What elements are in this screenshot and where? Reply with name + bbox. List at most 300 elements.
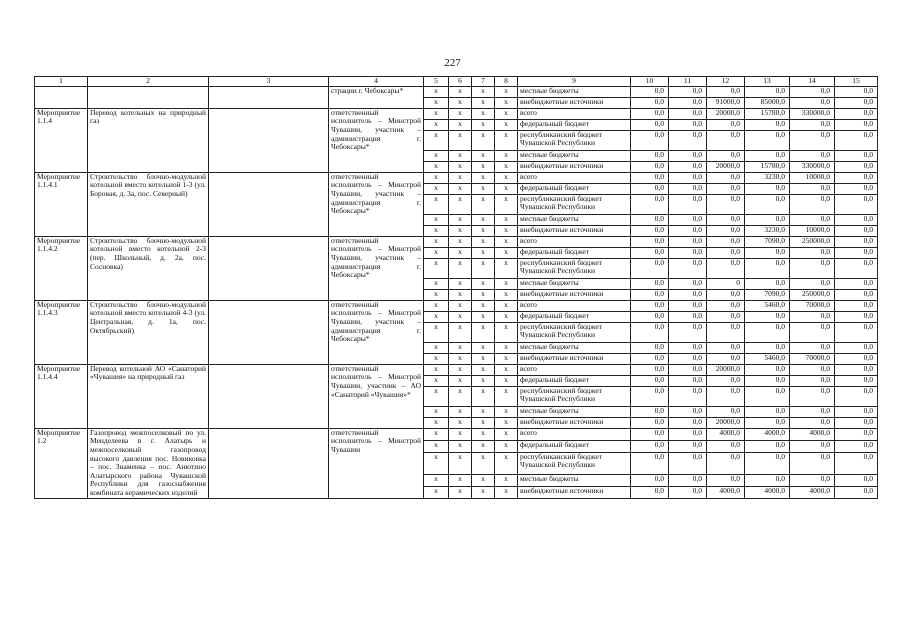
value-cell: 0,0 xyxy=(631,225,669,236)
value-cell: 0,0 xyxy=(631,236,669,247)
value-cell: 0,0 xyxy=(669,214,707,225)
x-mark: x xyxy=(424,258,449,278)
value-cell: 0,0 xyxy=(631,474,669,486)
value-cell: 0,0 xyxy=(669,108,707,119)
x-mark: x xyxy=(495,225,518,236)
page-number: 227 xyxy=(444,57,461,69)
value-cell: 0,0 xyxy=(707,300,745,311)
x-mark: x xyxy=(449,172,472,183)
value-cell: 0,0 xyxy=(631,311,669,322)
header-cell: 11 xyxy=(669,77,707,87)
source-cell: федеральный бюджет xyxy=(518,440,631,452)
value-cell: 0,0 xyxy=(669,278,707,289)
table-row xyxy=(35,172,878,183)
x-mark: x xyxy=(449,225,472,236)
x-mark: x xyxy=(449,289,472,300)
header-cell: 10 xyxy=(631,77,669,87)
value-cell: 0,0 xyxy=(745,406,790,417)
value-cell: 0,0 xyxy=(631,428,669,440)
value-cell: 0,0 xyxy=(745,417,790,428)
value-cell: 0,0 xyxy=(669,452,707,474)
header-cell: 1 xyxy=(35,77,88,87)
value-cell: 0,0 xyxy=(790,375,835,386)
value-cell: 10000,0 xyxy=(790,172,835,183)
executor-cell: страции г. Чебоксары* xyxy=(329,86,424,108)
value-cell: 250000,0 xyxy=(790,236,835,247)
table-row xyxy=(35,300,878,311)
value-cell: 0,0 xyxy=(790,258,835,278)
x-mark: x xyxy=(424,428,449,440)
x-mark: x xyxy=(472,406,495,417)
x-mark: x xyxy=(495,353,518,364)
empty-cell xyxy=(209,364,329,428)
value-cell: 0,0 xyxy=(835,278,878,289)
x-mark: x xyxy=(495,119,518,130)
value-cell: 0,0 xyxy=(707,375,745,386)
activity-code: Мероприятие 1.1.4.4 xyxy=(35,364,88,428)
x-mark: x xyxy=(449,258,472,278)
value-cell: 0,0 xyxy=(631,130,669,150)
value-cell: 0,0 xyxy=(707,183,745,194)
source-cell: внебюджетные источники xyxy=(518,417,631,428)
x-mark: x xyxy=(472,161,495,172)
x-mark: x xyxy=(495,289,518,300)
source-cell: федеральный бюджет xyxy=(518,247,631,258)
value-cell: 0,0 xyxy=(707,311,745,322)
header-cell: 12 xyxy=(707,77,745,87)
x-mark: x xyxy=(472,353,495,364)
x-mark: x xyxy=(495,342,518,353)
source-cell: внебюджетные источники xyxy=(518,161,631,172)
value-cell: 0,0 xyxy=(745,364,790,375)
x-mark: x xyxy=(472,172,495,183)
value-cell: 0,0 xyxy=(790,342,835,353)
header-cell: 9 xyxy=(518,77,631,87)
x-mark: x xyxy=(424,474,449,486)
value-cell: 0,0 xyxy=(669,386,707,406)
x-mark: x xyxy=(472,97,495,108)
value-cell: 20000,0 xyxy=(707,364,745,375)
value-cell: 0,0 xyxy=(631,342,669,353)
source-cell: местные бюджеты xyxy=(518,214,631,225)
value-cell: 0,0 xyxy=(745,322,790,342)
value-cell: 15780,0 xyxy=(745,108,790,119)
value-cell: 0,0 xyxy=(835,440,878,452)
value-cell: 0,0 xyxy=(669,486,707,498)
value-cell: 0,0 xyxy=(631,247,669,258)
x-mark: x xyxy=(495,97,518,108)
x-mark: x xyxy=(424,278,449,289)
x-mark: x xyxy=(449,417,472,428)
empty-cell xyxy=(209,86,329,108)
activity-name: Строительство блочно-модульной котельной вместо котельной 1-3 (ул. Боровая, д. 3а, пос. Северный) xyxy=(88,172,209,236)
value-cell: 0,0 xyxy=(835,375,878,386)
value-cell: 0 xyxy=(707,278,745,289)
empty-cell xyxy=(209,428,329,498)
value-cell: 0,0 xyxy=(835,130,878,150)
x-mark: x xyxy=(424,300,449,311)
source-cell: внебюджетные источники xyxy=(518,225,631,236)
activity-name: Строительство блочно-модульной котельной вместо котельной 4-3 (ул. Центральная, д. 1а, пос. Октябрьский) xyxy=(88,300,209,364)
value-cell: 0,0 xyxy=(745,440,790,452)
source-cell: всего xyxy=(518,300,631,311)
value-cell: 0,0 xyxy=(745,342,790,353)
x-mark: x xyxy=(449,386,472,406)
x-mark: x xyxy=(495,194,518,214)
value-cell: 20000,0 xyxy=(707,108,745,119)
value-cell: 0,0 xyxy=(631,386,669,406)
code-cell xyxy=(35,86,88,108)
x-mark: x xyxy=(472,364,495,375)
value-cell: 0,0 xyxy=(790,97,835,108)
value-cell: 0,0 xyxy=(745,150,790,161)
x-mark: x xyxy=(449,183,472,194)
value-cell: 0,0 xyxy=(669,258,707,278)
value-cell: 10000,0 xyxy=(790,225,835,236)
activity-name: Перевод котельных на природный газ xyxy=(88,108,209,172)
x-mark: x xyxy=(424,97,449,108)
value-cell: 7090,0 xyxy=(745,289,790,300)
value-cell: 0,0 xyxy=(669,194,707,214)
value-cell: 0,0 xyxy=(669,119,707,130)
x-mark: x xyxy=(449,486,472,498)
value-cell: 0,0 xyxy=(631,353,669,364)
value-cell: 0,0 xyxy=(835,300,878,311)
value-cell: 0,0 xyxy=(631,150,669,161)
table-row xyxy=(35,236,878,247)
value-cell: 0,0 xyxy=(669,353,707,364)
source-cell: внебюджетные источники xyxy=(518,353,631,364)
value-cell: 0,0 xyxy=(790,119,835,130)
value-cell: 7090,0 xyxy=(745,236,790,247)
value-cell: 0,0 xyxy=(669,342,707,353)
x-mark: x xyxy=(424,322,449,342)
x-mark: x xyxy=(495,172,518,183)
x-mark: x xyxy=(495,428,518,440)
value-cell: 0,0 xyxy=(707,322,745,342)
value-cell: 0,0 xyxy=(790,322,835,342)
source-cell: внебюджетные источники xyxy=(518,97,631,108)
activity-name: Газопровод межпоселковый по ул. Менделеева в г. Алатырь и межпоселковый газопровод высокого давления пос. Новиковка – пос. Знаменка – пос. Анютино Алатырского района Чувашской Республики для газоснабжения комбината керамических изделий xyxy=(88,428,209,498)
x-mark: x xyxy=(424,289,449,300)
value-cell: 0,0 xyxy=(835,428,878,440)
x-mark: x xyxy=(495,406,518,417)
x-mark: x xyxy=(449,322,472,342)
value-cell: 0,0 xyxy=(631,289,669,300)
activity-code: Мероприятие 1.1.4.3 xyxy=(35,300,88,364)
value-cell: 5460,0 xyxy=(745,353,790,364)
x-mark: x xyxy=(449,150,472,161)
x-mark: x xyxy=(495,364,518,375)
value-cell: 0,0 xyxy=(669,130,707,150)
value-cell: 0,0 xyxy=(631,183,669,194)
source-cell: всего xyxy=(518,428,631,440)
x-mark: x xyxy=(472,322,495,342)
value-cell: 0,0 xyxy=(707,172,745,183)
value-cell: 0,0 xyxy=(669,364,707,375)
value-cell: 0,0 xyxy=(631,452,669,474)
value-cell: 0,0 xyxy=(790,150,835,161)
x-mark: x xyxy=(472,428,495,440)
value-cell: 0,0 xyxy=(835,236,878,247)
x-mark: x xyxy=(449,406,472,417)
x-mark: x xyxy=(424,486,449,498)
x-mark: x xyxy=(449,130,472,150)
header-cell: 8 xyxy=(495,77,518,87)
value-cell: 0,0 xyxy=(669,322,707,342)
value-cell: 0,0 xyxy=(631,300,669,311)
value-cell: 0,0 xyxy=(707,150,745,161)
source-cell: республиканский бюджет Чувашской Республики xyxy=(518,130,631,150)
x-mark: x xyxy=(472,300,495,311)
executor-cell: ответственный исполнитель – Минстрой Чувашии xyxy=(329,428,424,498)
value-cell: 0,0 xyxy=(631,375,669,386)
activity-code: Мероприятие 1.1.4 xyxy=(35,108,88,172)
x-mark: x xyxy=(424,247,449,258)
source-cell: всего xyxy=(518,172,631,183)
value-cell: 0,0 xyxy=(835,214,878,225)
value-cell: 0,0 xyxy=(790,86,835,97)
value-cell: 0,0 xyxy=(707,247,745,258)
value-cell: 0,0 xyxy=(745,130,790,150)
source-cell: местные бюджеты xyxy=(518,342,631,353)
header-cell: 4 xyxy=(329,77,424,87)
value-cell: 0,0 xyxy=(669,225,707,236)
executor-cell: ответственный исполнитель – Минстрой Чувашии, участник – администрация г. Чебоксары* xyxy=(329,108,424,172)
source-cell: федеральный бюджет xyxy=(518,183,631,194)
x-mark: x xyxy=(472,247,495,258)
value-cell: 0,0 xyxy=(707,86,745,97)
value-cell: 0,0 xyxy=(835,150,878,161)
x-mark: x xyxy=(424,161,449,172)
x-mark: x xyxy=(472,86,495,97)
source-cell: местные бюджеты xyxy=(518,406,631,417)
x-mark: x xyxy=(449,236,472,247)
value-cell: 0,0 xyxy=(835,161,878,172)
value-cell: 0,0 xyxy=(835,258,878,278)
value-cell: 0,0 xyxy=(631,172,669,183)
source-cell: местные бюджеты xyxy=(518,278,631,289)
header-cell: 15 xyxy=(835,77,878,87)
value-cell: 0,0 xyxy=(790,194,835,214)
value-cell: 4000,0 xyxy=(745,486,790,498)
value-cell: 0,0 xyxy=(707,225,745,236)
source-cell: федеральный бюджет xyxy=(518,375,631,386)
value-cell: 0,0 xyxy=(790,278,835,289)
x-mark: x xyxy=(424,86,449,97)
x-mark: x xyxy=(424,236,449,247)
executor-cell: ответственный исполнитель – Минстрой Чувашии, участник – АО «Санаторий «Чувашия»* xyxy=(329,364,424,428)
value-cell: 0,0 xyxy=(669,311,707,322)
x-mark: x xyxy=(424,194,449,214)
header-cell: 14 xyxy=(790,77,835,87)
x-mark: x xyxy=(424,342,449,353)
x-mark: x xyxy=(495,417,518,428)
value-cell: 0,0 xyxy=(631,97,669,108)
source-cell: местные бюджеты xyxy=(518,150,631,161)
value-cell: 0,0 xyxy=(745,194,790,214)
value-cell: 0,0 xyxy=(790,406,835,417)
x-mark: x xyxy=(424,452,449,474)
value-cell: 0,0 xyxy=(707,342,745,353)
x-mark: x xyxy=(495,474,518,486)
value-cell: 0,0 xyxy=(790,214,835,225)
value-cell: 0,0 xyxy=(745,474,790,486)
value-cell: 0,0 xyxy=(669,236,707,247)
value-cell: 91000,0 xyxy=(707,97,745,108)
value-cell: 0,0 xyxy=(745,183,790,194)
x-mark: x xyxy=(495,150,518,161)
x-mark: x xyxy=(449,353,472,364)
x-mark: x xyxy=(449,119,472,130)
x-mark: x xyxy=(424,440,449,452)
value-cell: 0,0 xyxy=(669,150,707,161)
value-cell: 20000,0 xyxy=(707,417,745,428)
x-mark: x xyxy=(424,375,449,386)
x-mark: x xyxy=(472,440,495,452)
value-cell: 0,0 xyxy=(745,452,790,474)
value-cell: 0,0 xyxy=(669,417,707,428)
x-mark: x xyxy=(472,375,495,386)
value-cell: 0,0 xyxy=(790,440,835,452)
x-mark: x xyxy=(495,486,518,498)
x-mark: x xyxy=(495,452,518,474)
x-mark: x xyxy=(472,194,495,214)
value-cell: 3230,0 xyxy=(745,225,790,236)
value-cell: 0,0 xyxy=(835,406,878,417)
table-row xyxy=(35,364,878,375)
source-cell: внебюджетные источники xyxy=(518,486,631,498)
x-mark: x xyxy=(424,225,449,236)
x-mark: x xyxy=(495,386,518,406)
x-mark: x xyxy=(449,300,472,311)
value-cell: 0,0 xyxy=(835,86,878,97)
x-mark: x xyxy=(472,130,495,150)
value-cell: 0,0 xyxy=(745,311,790,322)
activity-code: Мероприятие 1.2 xyxy=(35,428,88,498)
source-cell: федеральный бюджет xyxy=(518,119,631,130)
header-cell: 5 xyxy=(424,77,449,87)
source-cell: республиканский бюджет Чувашской Республики xyxy=(518,452,631,474)
value-cell: 0,0 xyxy=(669,97,707,108)
source-cell: местные бюджеты xyxy=(518,474,631,486)
x-mark: x xyxy=(472,258,495,278)
value-cell: 0,0 xyxy=(835,225,878,236)
value-cell: 0,0 xyxy=(707,289,745,300)
x-mark: x xyxy=(424,172,449,183)
value-cell: 330000,0 xyxy=(790,161,835,172)
x-mark: x xyxy=(449,194,472,214)
name-cell xyxy=(88,86,209,108)
activity-name: Перевод котельной АО «Санаторий «Чувашия» на природный газ xyxy=(88,364,209,428)
value-cell: 0,0 xyxy=(707,406,745,417)
table-row xyxy=(35,428,878,440)
value-cell: 250000,0 xyxy=(790,289,835,300)
value-cell: 4000,0 xyxy=(707,428,745,440)
x-mark: x xyxy=(472,108,495,119)
value-cell: 0,0 xyxy=(835,247,878,258)
value-cell: 0,0 xyxy=(835,172,878,183)
source-cell: всего xyxy=(518,364,631,375)
value-cell: 0,0 xyxy=(790,130,835,150)
value-cell: 0,0 xyxy=(790,474,835,486)
table-row xyxy=(35,86,878,97)
x-mark: x xyxy=(472,342,495,353)
x-mark: x xyxy=(495,86,518,97)
x-mark: x xyxy=(495,440,518,452)
value-cell: 0,0 xyxy=(835,289,878,300)
value-cell: 0,0 xyxy=(669,289,707,300)
value-cell: 0,0 xyxy=(631,214,669,225)
x-mark: x xyxy=(472,214,495,225)
value-cell: 0,0 xyxy=(669,375,707,386)
budget-table xyxy=(34,76,878,499)
table-row xyxy=(35,108,878,119)
value-cell: 0,0 xyxy=(745,258,790,278)
value-cell: 0,0 xyxy=(707,214,745,225)
x-mark: x xyxy=(472,119,495,130)
value-cell: 0,0 xyxy=(835,97,878,108)
x-mark: x xyxy=(495,322,518,342)
source-cell: республиканский бюджет Чувашской Республики xyxy=(518,258,631,278)
value-cell: 0,0 xyxy=(835,353,878,364)
value-cell: 0,0 xyxy=(790,183,835,194)
executor-cell: ответственный исполнитель – Минстрой Чувашии, участник – администрация г. Чебоксары* xyxy=(329,300,424,364)
source-cell: всего xyxy=(518,236,631,247)
value-cell: 70000,0 xyxy=(790,300,835,311)
x-mark: x xyxy=(449,214,472,225)
x-mark: x xyxy=(424,386,449,406)
value-cell: 0,0 xyxy=(631,119,669,130)
value-cell: 0,0 xyxy=(707,130,745,150)
value-cell: 0,0 xyxy=(669,406,707,417)
value-cell: 0,0 xyxy=(790,311,835,322)
value-cell: 0,0 xyxy=(707,474,745,486)
header-row xyxy=(35,77,878,87)
value-cell: 0,0 xyxy=(631,194,669,214)
x-mark: x xyxy=(449,375,472,386)
x-mark: x xyxy=(495,300,518,311)
x-mark: x xyxy=(424,108,449,119)
value-cell: 0,0 xyxy=(835,486,878,498)
x-mark: x xyxy=(449,247,472,258)
value-cell: 4000,0 xyxy=(745,428,790,440)
x-mark: x xyxy=(472,225,495,236)
value-cell: 70000,0 xyxy=(790,353,835,364)
value-cell: 0,0 xyxy=(745,386,790,406)
header-cell: 2 xyxy=(88,77,209,87)
value-cell: 0,0 xyxy=(745,214,790,225)
x-mark: x xyxy=(472,417,495,428)
x-mark: x xyxy=(495,247,518,258)
x-mark: x xyxy=(472,278,495,289)
value-cell: 0,0 xyxy=(669,172,707,183)
value-cell: 0,0 xyxy=(669,161,707,172)
value-cell: 0,0 xyxy=(707,194,745,214)
x-mark: x xyxy=(472,289,495,300)
value-cell: 0,0 xyxy=(707,119,745,130)
source-cell: республиканский бюджет Чувашской Республики xyxy=(518,322,631,342)
value-cell: 0,0 xyxy=(745,247,790,258)
x-mark: x xyxy=(472,486,495,498)
header-cell: 6 xyxy=(449,77,472,87)
x-mark: x xyxy=(495,161,518,172)
value-cell: 0,0 xyxy=(669,86,707,97)
value-cell: 0,0 xyxy=(790,364,835,375)
value-cell: 4000,0 xyxy=(707,486,745,498)
value-cell: 0,0 xyxy=(631,417,669,428)
x-mark: x xyxy=(424,311,449,322)
